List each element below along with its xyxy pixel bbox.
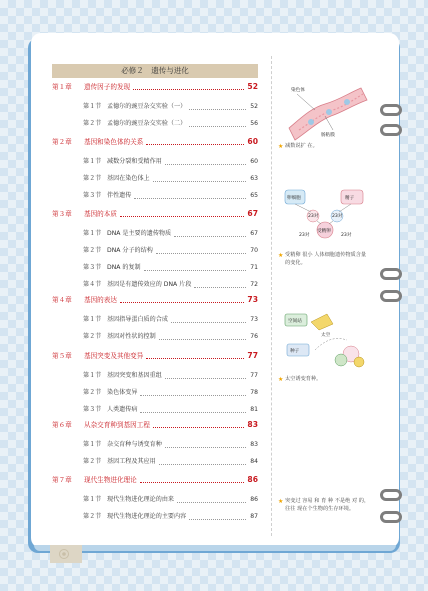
toc-section-row[interactable]	[52, 173, 258, 185]
binder-ring	[380, 104, 402, 116]
section-page-number: 72	[250, 281, 258, 288]
section-number: 第２节	[83, 175, 102, 182]
section-number: 第１节	[83, 230, 102, 237]
section-title: 杂交育种与诱变育种	[107, 441, 162, 448]
dot-leader	[140, 482, 244, 483]
margin-note-text: 突变过 容易 和 育 种 不是绝 对 的，往往 现在个生物的生存环境。	[285, 498, 370, 512]
binder-ring	[380, 511, 402, 523]
star-icon: ★	[278, 252, 284, 259]
margin-divider	[271, 56, 272, 536]
chapter-number: 第２章	[52, 138, 72, 146]
figure-label: 肠粘膜	[321, 133, 335, 138]
chapter-title: 基因的表达	[84, 296, 117, 304]
chapter-number: 第５章	[52, 352, 72, 360]
chapter-number: 第７章	[52, 476, 72, 484]
chapter-number: 第１章	[52, 83, 72, 91]
section-number: 第１节	[83, 316, 102, 323]
figure-label: 空间站	[288, 319, 302, 324]
dot-leader	[165, 378, 246, 379]
binder-ring	[380, 124, 402, 136]
toc-section-row[interactable]	[52, 331, 258, 343]
section-page-number: 87	[250, 513, 258, 520]
page-tab	[50, 545, 82, 563]
chapter-title: 现代生物进化理论	[84, 476, 137, 484]
section-page-number: 60	[250, 158, 258, 165]
toc-chapter-row[interactable]	[52, 350, 258, 362]
margin-note	[278, 252, 370, 268]
section-page-number: 84	[250, 458, 258, 465]
section-number: 第１节	[83, 441, 102, 448]
section-number: 第１节	[83, 158, 102, 165]
book-title: 必修２ 遗传与进化	[52, 64, 258, 78]
section-number: 第１节	[83, 372, 102, 379]
section-title: 孟德尔的豌豆杂交实验（一）	[107, 103, 187, 110]
chapter-page-number: 86	[247, 475, 258, 484]
section-page-number: 77	[250, 372, 258, 379]
margin-note-text: 受精卵 很小 人体细胞遗传物质含量的变化。	[285, 252, 367, 266]
fertilization-illustration	[281, 186, 373, 244]
section-number: 第２节	[83, 458, 102, 465]
binder-ring	[380, 489, 402, 501]
margin-note	[278, 143, 370, 151]
margin-note	[278, 498, 370, 514]
section-number: 第２节	[83, 247, 102, 254]
section-title: 染色体变异	[107, 389, 138, 396]
chapter-number: 第６章	[52, 421, 72, 429]
section-number: 第３节	[83, 192, 102, 199]
toc-section-row[interactable]	[52, 387, 258, 399]
page-badge-icon	[58, 548, 70, 560]
toc-section-row[interactable]	[52, 190, 258, 202]
toc-chapter-row[interactable]	[52, 208, 258, 220]
toc-section-row[interactable]	[52, 156, 258, 168]
section-title: 孟德尔的豌豆杂交实验（二）	[107, 120, 187, 127]
dot-leader	[194, 287, 246, 288]
dot-leader	[159, 339, 246, 340]
binder-ring	[380, 268, 402, 280]
figure-label: 23对	[332, 214, 343, 219]
chapter-page-number: 60	[247, 137, 258, 146]
star-icon: ★	[278, 376, 284, 383]
margin-note-text: 减数说扩 在。	[285, 143, 318, 149]
section-title: 基因在染色体上	[107, 175, 150, 182]
chapter-page-number: 73	[247, 295, 258, 304]
binder-ring	[380, 290, 402, 302]
toc-section-row[interactable]	[52, 456, 258, 468]
dot-leader	[140, 395, 246, 396]
section-page-number: 73	[250, 316, 258, 323]
dot-leader	[144, 270, 246, 271]
toc-section-row[interactable]	[52, 314, 258, 326]
dot-leader	[146, 144, 244, 145]
figure-label: 太空	[321, 333, 331, 338]
chapter-page-number: 83	[247, 420, 258, 429]
section-page-number: 65	[250, 192, 258, 199]
chapter-page-number: 52	[247, 82, 258, 91]
toc-section-row[interactable]	[52, 245, 258, 257]
dot-leader	[189, 519, 246, 520]
chapter-title: 从杂交育种到基因工程	[84, 421, 150, 429]
toc-section-row[interactable]	[52, 118, 258, 130]
dot-leader	[120, 216, 244, 217]
chapter-page-number: 67	[247, 209, 258, 218]
section-number: 第２节	[83, 120, 102, 127]
section-title: DNA 分子的结构	[107, 247, 153, 254]
dot-leader	[165, 164, 246, 165]
section-title: 基因突变和基因重组	[107, 372, 162, 379]
toc-section-row[interactable]	[52, 370, 258, 382]
chapter-page-number: 77	[247, 351, 258, 360]
toc-chapter-row[interactable]	[52, 294, 258, 306]
figure-label: 23对	[308, 214, 319, 219]
figure-label: 卵细胞	[287, 196, 301, 201]
section-page-number: 63	[250, 175, 258, 182]
dot-leader	[159, 464, 246, 465]
chapter-title: 基因突变及其他变异	[84, 352, 144, 360]
section-number: 第４节	[83, 281, 102, 288]
section-number: 第３节	[83, 406, 102, 413]
figure-label: 受精卵	[317, 229, 331, 234]
section-number: 第３节	[83, 264, 102, 271]
section-title: 伴性遗传	[107, 192, 132, 199]
dot-leader	[153, 181, 246, 182]
section-title: 现代生物进化理论的主要内容	[107, 513, 187, 520]
dot-leader	[189, 109, 246, 110]
toc-section-row[interactable]	[52, 262, 258, 274]
dot-leader	[133, 89, 244, 90]
toc-section-row[interactable]	[52, 511, 258, 523]
section-number: 第２节	[83, 513, 102, 520]
toc-section-row[interactable]	[52, 228, 258, 240]
chapter-number: 第３章	[52, 210, 72, 218]
toc-section-row[interactable]	[52, 279, 258, 291]
dot-leader	[165, 447, 246, 448]
dot-leader	[134, 198, 246, 199]
figure-label: 精子	[345, 196, 355, 201]
section-number: 第２节	[83, 333, 102, 340]
section-page-number: 86	[250, 496, 258, 503]
section-number: 第１节	[83, 103, 102, 110]
figure-label: 种子	[290, 349, 300, 354]
section-page-number: 52	[250, 103, 258, 110]
dot-leader	[140, 412, 246, 413]
dot-leader	[177, 502, 246, 503]
figure-label: 23对	[299, 233, 310, 238]
chapter-title: 基因的本质	[84, 210, 117, 218]
dot-leader	[171, 322, 246, 323]
star-icon: ★	[278, 143, 284, 150]
figure-label: 23对	[341, 233, 352, 238]
toc-chapter-row[interactable]	[52, 81, 258, 93]
section-page-number: 81	[250, 406, 258, 413]
section-page-number: 56	[250, 120, 258, 127]
section-page-number: 71	[250, 264, 258, 271]
margin-note-text: 太空诱变育种。	[285, 376, 322, 382]
section-title: 基因指导蛋白质的合成	[107, 316, 168, 323]
toc-chapter-row[interactable]	[52, 136, 258, 148]
toc-section-row[interactable]	[52, 101, 258, 113]
dot-leader	[189, 126, 246, 127]
chromosome-illustration	[281, 82, 373, 144]
section-number: 第１节	[83, 496, 102, 503]
section-title: 基因是有遗传效应的 DNA 片段	[107, 281, 192, 288]
section-page-number: 67	[250, 230, 258, 237]
dot-leader	[153, 427, 244, 428]
dot-leader	[174, 236, 246, 237]
section-title: 人类遗传病	[107, 406, 138, 413]
section-title: 现代生物进化理论的由来	[107, 496, 175, 503]
toc-section-row[interactable]	[52, 494, 258, 506]
section-title: 基因对性状的控制	[107, 333, 156, 340]
chapter-number: 第４章	[52, 296, 72, 304]
chapter-title: 基因和染色体的关系	[84, 138, 144, 146]
chapter-title: 遗传因子的发现	[84, 83, 131, 91]
section-title: DNA 是主要的遗传物质	[107, 230, 172, 237]
section-page-number: 70	[250, 247, 258, 254]
dot-leader	[156, 253, 246, 254]
margin-note	[278, 376, 370, 384]
section-page-number: 78	[250, 389, 258, 396]
section-title: 减数分裂和受精作用	[107, 158, 162, 165]
star-icon: ★	[278, 498, 284, 505]
dot-leader	[146, 358, 244, 359]
toc-section-row[interactable]	[52, 439, 258, 451]
toc-chapter-row[interactable]	[52, 419, 258, 431]
toc-chapter-row[interactable]	[52, 474, 258, 486]
section-title: DNA 的复制	[107, 264, 141, 271]
space-breeding-illustration	[281, 300, 373, 372]
section-title: 基因工程及其应用	[107, 458, 156, 465]
section-page-number: 76	[250, 333, 258, 340]
toc-section-row[interactable]	[52, 404, 258, 416]
section-number: 第２节	[83, 389, 102, 396]
page-bottom-strip	[34, 545, 396, 551]
dot-leader	[120, 302, 244, 303]
figure-label: 染色体	[291, 88, 305, 93]
section-page-number: 83	[250, 441, 258, 448]
